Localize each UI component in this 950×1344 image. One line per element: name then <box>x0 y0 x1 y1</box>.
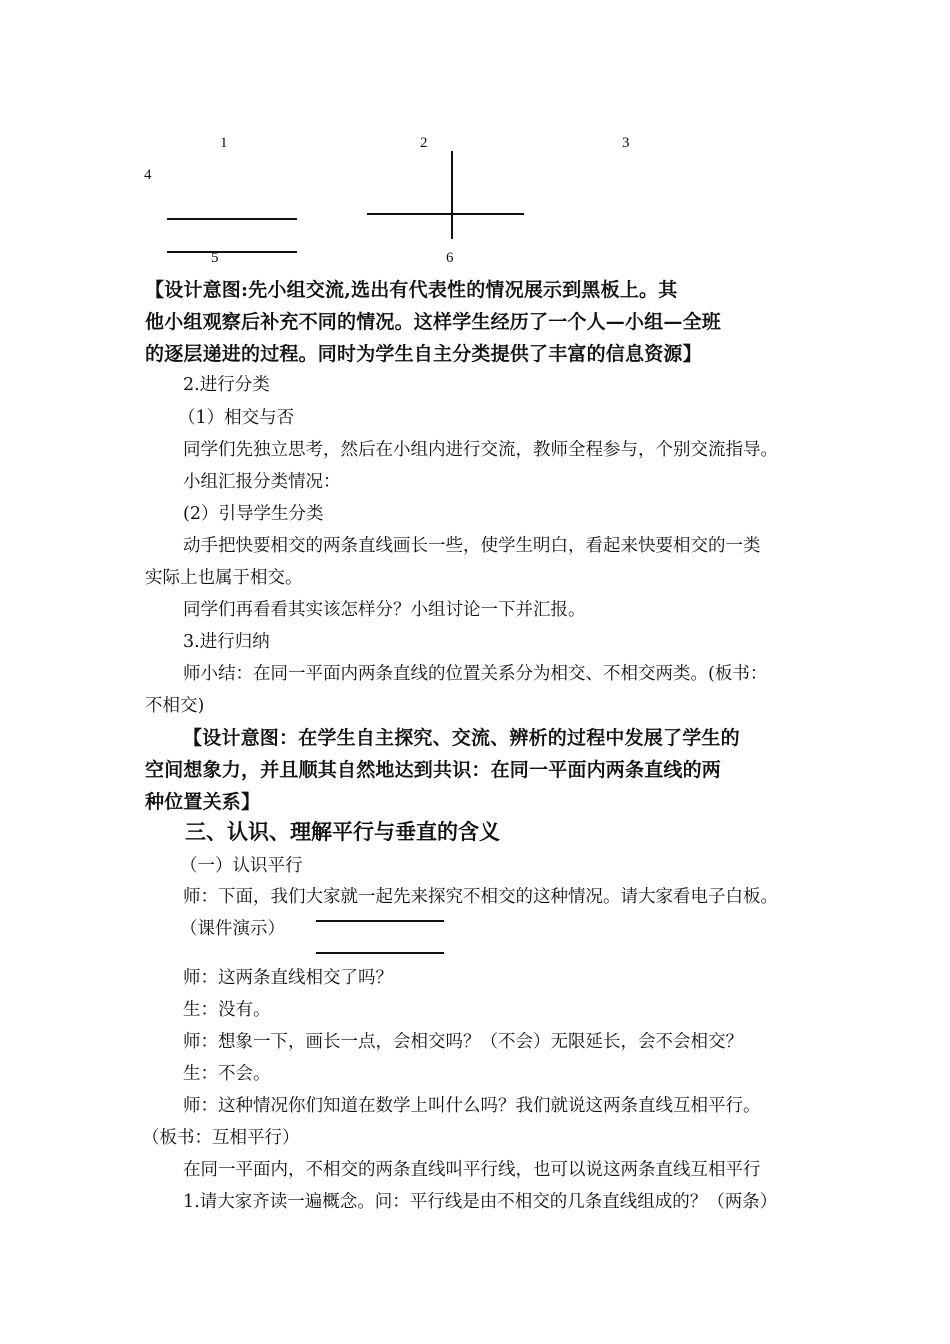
part-1-p1: 师：下面，我们大家就一起先来探究不相交的这种情况。请大家看电子白板。 <box>183 887 778 907</box>
part-1-question-1: 师：这两条直线相交了吗？ <box>183 968 393 988</box>
part-1-question-2: 师：想象一下，画长一点，会相交吗？（不会）无限延长，会不会相交？ <box>183 1032 743 1052</box>
part-1-demo: （课件演示） <box>180 919 285 939</box>
section-heading-3: 三、认识、理解平行与垂直的含义 <box>185 820 500 844</box>
section-3-p1-line-1: 师小结：在同一平面内两条直线的位置关系分为相交、不相交两类。(板书： <box>183 664 768 684</box>
section-2-p3-line-1: 动手把快要相交的两条直线画长一些，使学生明白，看起来快要相交的一类 <box>183 536 761 556</box>
design-intent-1-line-2: 他小组观察后补充不同的情况。这样学生经历了一个人—小组—全班 <box>145 311 722 333</box>
parallel-line-top <box>167 218 297 220</box>
part-1-definition: 在同一平面内，不相交的两条直线叫平行线，也可以说这两条直线互相平行 <box>183 1160 761 1180</box>
figure-label-4: 4 <box>144 167 152 183</box>
design-intent-2-line-2: 空间想象力，并且顺其自然地达到共识：在同一平面内两条直线的两 <box>145 759 722 781</box>
design-intent-1-line-1: 【设计意图:先小组交流,选出有代表性的情况展示到黑板上。其 <box>145 279 678 301</box>
part-1-title: （一）认识平行 <box>180 856 303 876</box>
part-1-question-3-line-1: 师：这种情况你们知道在数学上叫什么吗？我们就说这两条直线互相平行。 <box>183 1096 761 1116</box>
section-3-title: 3.进行归纳 <box>183 632 270 652</box>
part-1-item-1: 1.请大家齐读一遍概念。问：平行线是由不相交的几条直线组成的？（两条） <box>183 1192 778 1212</box>
section-2-p2: 小组汇报分类情况： <box>183 472 341 492</box>
section-2-p1: 同学们先独立思考，然后在小组内进行交流，教师全程参与，个别交流指导。 <box>183 440 778 460</box>
section-3-p1-line-2: 不相交) <box>145 696 205 716</box>
part-1-answer-1: 生：没有。 <box>183 1000 271 1020</box>
design-intent-2-line-3: 种位置关系】 <box>145 791 261 813</box>
demo-parallel-line-bottom <box>316 952 444 954</box>
part-1-question-3-line-2: （板书：互相平行） <box>142 1128 300 1148</box>
intersect-line-vertical <box>451 151 453 239</box>
section-2-p3-line-2: 实际上也属于相交。 <box>145 568 303 588</box>
figure-label-2: 2 <box>420 135 428 151</box>
section-2-p4: 同学们再看看其实该怎样分？小组讨论一下并汇报。 <box>183 600 586 620</box>
section-2-sub-1: （1）相交与否 <box>178 408 295 428</box>
figure-label-3: 3 <box>622 135 630 151</box>
section-2-sub-2: (2）引导学生分类 <box>183 504 324 524</box>
intersect-line-horizontal <box>367 213 524 215</box>
demo-parallel-line-top <box>316 920 444 922</box>
parallel-line-bottom <box>167 251 297 253</box>
figure-label-5: 5 <box>211 250 219 266</box>
design-intent-2-line-1: 【设计意图：在学生自主探究、交流、辨析的过程中发展了学生的 <box>183 727 740 749</box>
figure-label-1: 1 <box>220 135 228 151</box>
figure-label-6: 6 <box>446 250 454 266</box>
section-2-title: 2.进行分类 <box>183 375 270 395</box>
design-intent-1-line-3: 的逐层递进的过程。同时为学生自主分类提供了丰富的信息资源】 <box>145 343 702 365</box>
part-1-answer-2: 生：不会。 <box>183 1064 271 1084</box>
